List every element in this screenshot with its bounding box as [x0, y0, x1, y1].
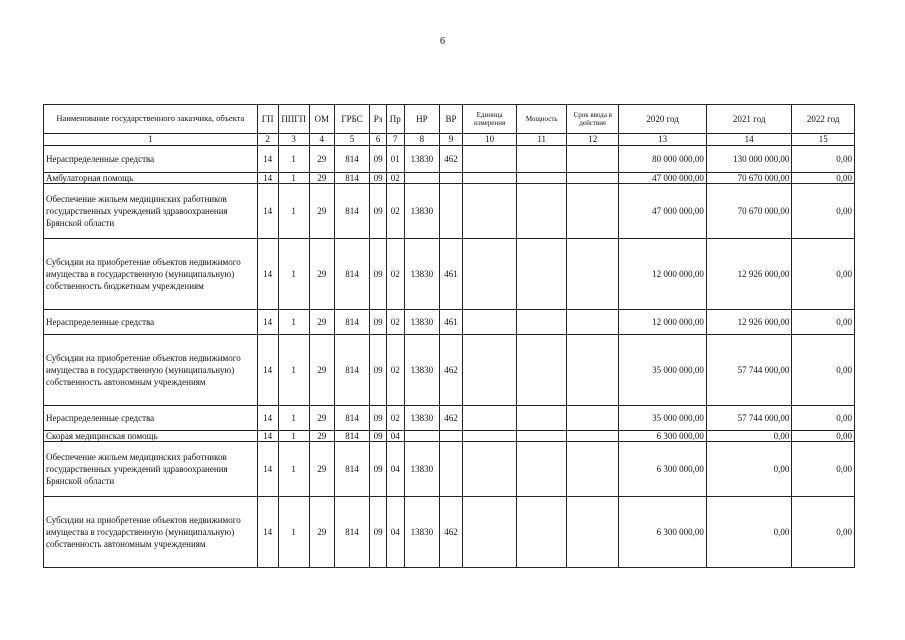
- rz-cell: 09: [370, 146, 387, 173]
- row-name: Субсидии на приобретение объектов недвижимого имущества в государственную (муниципальную) собственность автономным учреждениям: [44, 497, 258, 568]
- table-row: [44, 497, 855, 568]
- column-number: 1: [44, 134, 258, 146]
- ppgp-cell: 1: [278, 310, 309, 335]
- table-row: [44, 239, 855, 310]
- ppgp-cell: 1: [278, 442, 309, 497]
- row-name: Нераспределенные средства: [44, 146, 258, 173]
- vr-cell: [440, 173, 463, 184]
- grbs-cell: 814: [334, 406, 369, 431]
- gp-cell: 14: [257, 442, 278, 497]
- pr-cell: 02: [386, 239, 404, 310]
- header-cell: 2021 год: [706, 105, 791, 134]
- gp-cell: 14: [257, 146, 278, 173]
- power-cell: [517, 406, 567, 431]
- om-cell: 29: [309, 406, 334, 431]
- amount-2021: 70 670 000,00: [706, 173, 791, 184]
- row-name: Скорая медицинская помощь: [44, 431, 258, 442]
- unit-cell: [463, 442, 517, 497]
- term-cell: [567, 335, 619, 406]
- header-cell: Единица измерения: [463, 105, 517, 134]
- amount-2021: 57 744 000,00: [706, 406, 791, 431]
- nr-cell: 13830: [404, 335, 439, 406]
- amount-2021: 0,00: [706, 497, 791, 568]
- amount-2020: 6 300 000,00: [619, 497, 707, 568]
- header-cell: НР: [404, 105, 439, 134]
- header-cell: Мощность: [517, 105, 567, 134]
- power-cell: [517, 431, 567, 442]
- term-cell: [567, 239, 619, 310]
- unit-cell: [463, 184, 517, 239]
- table-row: [44, 442, 855, 497]
- nr-cell: 13830: [404, 239, 439, 310]
- amount-2020: 80 000 000,00: [619, 146, 707, 173]
- vr-cell: [440, 442, 463, 497]
- column-number: 8: [404, 134, 439, 146]
- column-number-row: [44, 134, 855, 146]
- term-cell: [567, 184, 619, 239]
- power-cell: [517, 184, 567, 239]
- amount-2022: 0,00: [792, 146, 855, 173]
- header-cell: 2020 год: [619, 105, 707, 134]
- om-cell: 29: [309, 442, 334, 497]
- vr-cell: [440, 431, 463, 442]
- gp-cell: 14: [257, 406, 278, 431]
- amount-2021: 70 670 000,00: [706, 184, 791, 239]
- pr-cell: 02: [386, 335, 404, 406]
- row-name: Субсидии на приобретение объектов недвижимого имущества в государственную (муниципальную) собственность автономным учреждениям: [44, 335, 258, 406]
- amount-2022: 0,00: [792, 497, 855, 568]
- column-number: 11: [517, 134, 567, 146]
- rz-cell: 09: [370, 310, 387, 335]
- amount-2020: 47 000 000,00: [619, 184, 707, 239]
- vr-cell: [440, 184, 463, 239]
- ppgp-cell: 1: [278, 497, 309, 568]
- unit-cell: [463, 406, 517, 431]
- power-cell: [517, 173, 567, 184]
- term-cell: [567, 173, 619, 184]
- om-cell: 29: [309, 173, 334, 184]
- header-cell: ОМ: [309, 105, 334, 134]
- term-cell: [567, 406, 619, 431]
- om-cell: 29: [309, 310, 334, 335]
- amount-2020: 6 300 000,00: [619, 431, 707, 442]
- header-cell: Рз: [370, 105, 387, 134]
- nr-cell: [404, 173, 439, 184]
- nr-cell: [404, 431, 439, 442]
- ppgp-cell: 1: [278, 184, 309, 239]
- grbs-cell: 814: [334, 239, 369, 310]
- amount-2021: 57 744 000,00: [706, 335, 791, 406]
- header-cell: 2022 год: [792, 105, 855, 134]
- nr-cell: 13830: [404, 310, 439, 335]
- gp-cell: 14: [257, 310, 278, 335]
- vr-cell: 462: [440, 146, 463, 173]
- table-row: [44, 335, 855, 406]
- grbs-cell: 814: [334, 335, 369, 406]
- table-row: [44, 406, 855, 431]
- power-cell: [517, 442, 567, 497]
- om-cell: 29: [309, 431, 334, 442]
- column-number: 10: [463, 134, 517, 146]
- page-number: 6: [440, 36, 445, 47]
- amount-2020: 12 000 000,00: [619, 239, 707, 310]
- amount-2022: 0,00: [792, 431, 855, 442]
- gp-cell: 14: [257, 173, 278, 184]
- unit-cell: [463, 146, 517, 173]
- amount-2020: 35 000 000,00: [619, 406, 707, 431]
- column-number: 7: [386, 134, 404, 146]
- grbs-cell: 814: [334, 173, 369, 184]
- rz-cell: 09: [370, 184, 387, 239]
- header-cell: ГРБС: [334, 105, 369, 134]
- power-cell: [517, 239, 567, 310]
- vr-cell: 461: [440, 239, 463, 310]
- power-cell: [517, 146, 567, 173]
- amount-2020: 47 000 000,00: [619, 173, 707, 184]
- term-cell: [567, 442, 619, 497]
- om-cell: 29: [309, 184, 334, 239]
- header-cell: Срок ввода в действие: [567, 105, 619, 134]
- unit-cell: [463, 335, 517, 406]
- column-number: 2: [257, 134, 278, 146]
- pr-cell: 04: [386, 431, 404, 442]
- rz-cell: 09: [370, 431, 387, 442]
- rz-cell: 09: [370, 335, 387, 406]
- column-number: 13: [619, 134, 707, 146]
- table-row: [44, 173, 855, 184]
- pr-cell: 01: [386, 146, 404, 173]
- header-cell: Наименование государственного заказчика, объекта: [44, 105, 258, 134]
- header-cell: ВР: [440, 105, 463, 134]
- header-cell: ППГП: [278, 105, 309, 134]
- term-cell: [567, 497, 619, 568]
- table-row: [44, 146, 855, 173]
- table-body: [44, 146, 855, 568]
- gp-cell: 14: [257, 335, 278, 406]
- ppgp-cell: 1: [278, 173, 309, 184]
- table-row: [44, 431, 855, 442]
- gp-cell: 14: [257, 431, 278, 442]
- pr-cell: 02: [386, 406, 404, 431]
- row-name: Обеспечение жильем медицинских работников государственных учреждений здравоохранения Брянской области: [44, 184, 258, 239]
- unit-cell: [463, 497, 517, 568]
- nr-cell: 13830: [404, 184, 439, 239]
- ppgp-cell: 1: [278, 146, 309, 173]
- grbs-cell: 814: [334, 442, 369, 497]
- amount-2020: 12 000 000,00: [619, 310, 707, 335]
- om-cell: 29: [309, 239, 334, 310]
- header-cell: Пр: [386, 105, 404, 134]
- column-number: 5: [334, 134, 369, 146]
- vr-cell: 461: [440, 310, 463, 335]
- row-name: Амбулаторная помощь: [44, 173, 258, 184]
- grbs-cell: 814: [334, 146, 369, 173]
- om-cell: 29: [309, 146, 334, 173]
- header-cell: ГП: [257, 105, 278, 134]
- nr-cell: 13830: [404, 442, 439, 497]
- amount-2021: 0,00: [706, 431, 791, 442]
- row-name: Обеспечение жильем медицинских работников государственных учреждений здравоохранения Брянской области: [44, 442, 258, 497]
- vr-cell: 462: [440, 406, 463, 431]
- grbs-cell: 814: [334, 431, 369, 442]
- power-cell: [517, 310, 567, 335]
- rz-cell: 09: [370, 173, 387, 184]
- column-number: 14: [706, 134, 791, 146]
- nr-cell: 13830: [404, 146, 439, 173]
- grbs-cell: 814: [334, 497, 369, 568]
- nr-cell: 13830: [404, 406, 439, 431]
- row-name: Субсидии на приобретение объектов недвижимого имущества в государственную (муниципальную) собственность бюджетным учреждениям: [44, 239, 258, 310]
- grbs-cell: 814: [334, 310, 369, 335]
- budget-table: [43, 104, 855, 568]
- term-cell: [567, 146, 619, 173]
- column-number: 9: [440, 134, 463, 146]
- ppgp-cell: 1: [278, 239, 309, 310]
- rz-cell: 09: [370, 497, 387, 568]
- amount-2022: 0,00: [792, 173, 855, 184]
- gp-cell: 14: [257, 497, 278, 568]
- amount-2022: 0,00: [792, 335, 855, 406]
- vr-cell: 462: [440, 497, 463, 568]
- pr-cell: 04: [386, 497, 404, 568]
- rz-cell: 09: [370, 442, 387, 497]
- column-number: 4: [309, 134, 334, 146]
- amount-2022: 0,00: [792, 239, 855, 310]
- om-cell: 29: [309, 335, 334, 406]
- column-number: 15: [792, 134, 855, 146]
- unit-cell: [463, 310, 517, 335]
- pr-cell: 02: [386, 184, 404, 239]
- nr-cell: 13830: [404, 497, 439, 568]
- pr-cell: 04: [386, 442, 404, 497]
- ppgp-cell: 1: [278, 406, 309, 431]
- power-cell: [517, 497, 567, 568]
- amount-2021: 12 926 000,00: [706, 310, 791, 335]
- pr-cell: 02: [386, 173, 404, 184]
- unit-cell: [463, 173, 517, 184]
- amount-2022: 0,00: [792, 442, 855, 497]
- term-cell: [567, 431, 619, 442]
- rz-cell: 09: [370, 239, 387, 310]
- ppgp-cell: 1: [278, 431, 309, 442]
- column-number: 6: [370, 134, 387, 146]
- gp-cell: 14: [257, 239, 278, 310]
- table-row: [44, 310, 855, 335]
- column-number: 3: [278, 134, 309, 146]
- amount-2020: 35 000 000,00: [619, 335, 707, 406]
- pr-cell: 02: [386, 310, 404, 335]
- grbs-cell: 814: [334, 184, 369, 239]
- rz-cell: 09: [370, 406, 387, 431]
- unit-cell: [463, 431, 517, 442]
- amount-2021: 130 000 000,00: [706, 146, 791, 173]
- power-cell: [517, 335, 567, 406]
- table-header-row: [44, 105, 855, 134]
- amount-2021: 12 926 000,00: [706, 239, 791, 310]
- term-cell: [567, 310, 619, 335]
- vr-cell: 462: [440, 335, 463, 406]
- om-cell: 29: [309, 497, 334, 568]
- amount-2020: 6 300 000,00: [619, 442, 707, 497]
- gp-cell: 14: [257, 184, 278, 239]
- column-number: 12: [567, 134, 619, 146]
- amount-2022: 0,00: [792, 310, 855, 335]
- amount-2022: 0,00: [792, 406, 855, 431]
- row-name: Нераспределенные средства: [44, 406, 258, 431]
- amount-2021: 0,00: [706, 442, 791, 497]
- unit-cell: [463, 239, 517, 310]
- amount-2022: 0,00: [792, 184, 855, 239]
- ppgp-cell: 1: [278, 335, 309, 406]
- table-row: [44, 184, 855, 239]
- row-name: Нераспределенные средства: [44, 310, 258, 335]
